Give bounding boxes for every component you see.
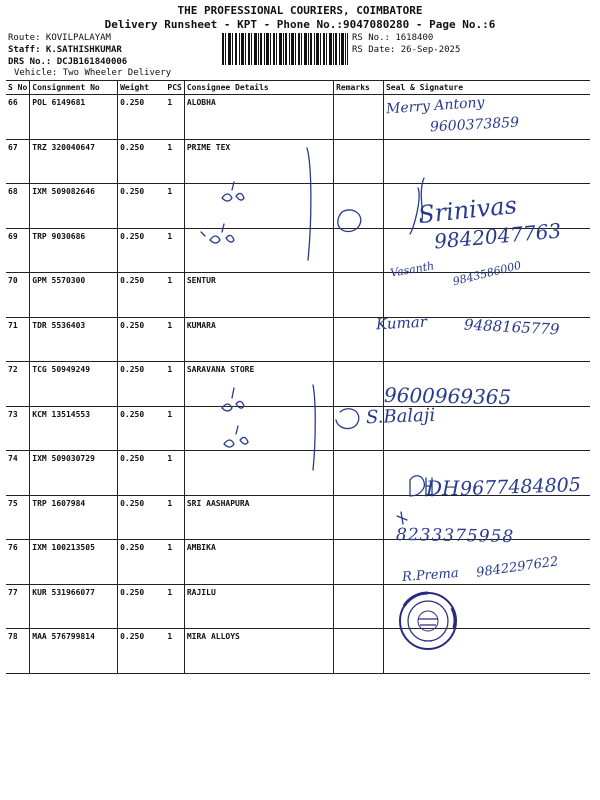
rs-date: RS Date: 26-Sep-2025 bbox=[352, 45, 461, 55]
cell-sno: 77 bbox=[6, 584, 30, 629]
cell-sno: 68 bbox=[6, 184, 30, 229]
cell-pcs: 1 bbox=[165, 273, 184, 318]
cell-weight: 0.250 bbox=[118, 317, 166, 362]
cell-consignee: SRI AASHAPURA bbox=[184, 495, 333, 540]
scribble-mark bbox=[201, 224, 234, 243]
col-consignee: Consignee Details bbox=[184, 81, 333, 95]
cell-consignment: KUR 531966077 bbox=[30, 584, 118, 629]
handwritten-phone: 8233375958 bbox=[395, 524, 515, 548]
cell-sno: 75 bbox=[6, 495, 30, 540]
cell-consignment: TDR 5536403 bbox=[30, 317, 118, 362]
signature-stroke bbox=[397, 512, 407, 524]
handwritten-signature: Srinivas bbox=[416, 190, 519, 230]
cell-pcs: 1 bbox=[165, 362, 184, 407]
scribble-mark bbox=[222, 182, 244, 201]
cell-consignment: IXM 509082646 bbox=[30, 184, 118, 229]
cell-weight: 0.250 bbox=[118, 228, 166, 273]
handwritten-phone: 9600373859 bbox=[429, 114, 520, 136]
col-seal-signature: Seal & Signature bbox=[383, 81, 590, 95]
col-remarks: Remarks bbox=[334, 81, 384, 95]
circle-mark bbox=[338, 210, 361, 232]
handwritten-name: R.Prema bbox=[401, 566, 460, 585]
cell-sno: 67 bbox=[6, 139, 30, 184]
handwritten-name: Vasanth bbox=[389, 259, 436, 280]
cell-consignee: RAJILU bbox=[184, 584, 333, 629]
rs-number: RS No.: 1618400 bbox=[352, 33, 434, 43]
cell-pcs: 1 bbox=[165, 584, 184, 629]
circle-mark bbox=[336, 409, 359, 429]
col-weight: Weight bbox=[118, 81, 166, 95]
cell-consignment: POL 6149681 bbox=[30, 95, 118, 140]
cell-pcs: 1 bbox=[165, 228, 184, 273]
handwritten-phone: 9677484805 bbox=[459, 473, 582, 501]
cell-pcs: 1 bbox=[165, 139, 184, 184]
cell-consignee: ALOBHA bbox=[184, 95, 333, 140]
handwritten-phone: 9843586000 bbox=[451, 258, 523, 289]
handwritten-phone: 9842297622 bbox=[475, 554, 560, 581]
handwritten-name: S.Balaji bbox=[365, 404, 436, 429]
cell-sno: 74 bbox=[6, 451, 30, 496]
cell-weight: 0.250 bbox=[118, 406, 166, 451]
drs-number: DRS No.: DCJB161840006 bbox=[8, 57, 128, 67]
col-sno: S No bbox=[6, 81, 30, 95]
handwritten-initials: DH bbox=[426, 476, 460, 500]
cell-weight: 0.250 bbox=[118, 273, 166, 318]
bracket-mark bbox=[313, 385, 315, 470]
runsheet-subtitle: Delivery Runsheet - KPT - Phone No.:9047080280 - Page No.:6 bbox=[104, 18, 496, 31]
cell-weight: 0.250 bbox=[118, 495, 166, 540]
vehicle-label: Vehicle: Two Wheeler Delivery bbox=[14, 68, 172, 78]
cell-consignment: TCG 50949249 bbox=[30, 362, 118, 407]
cell-consignment: GPM 5570300 bbox=[30, 273, 118, 318]
staff-label: Staff: K.SATHISHKUMAR bbox=[8, 45, 122, 55]
cell-consignment: TRP 1607984 bbox=[30, 495, 118, 540]
seal-stamp bbox=[400, 593, 456, 649]
cell-pcs: 1 bbox=[165, 540, 184, 585]
cell-pcs: 1 bbox=[165, 629, 184, 674]
cell-weight: 0.250 bbox=[118, 629, 166, 674]
cell-weight: 0.250 bbox=[118, 451, 166, 496]
cell-weight: 0.250 bbox=[118, 184, 166, 229]
cell-consignment: KCM 13514553 bbox=[30, 406, 118, 451]
cell-sno: 72 bbox=[6, 362, 30, 407]
col-consignment: Consignment No bbox=[30, 81, 118, 95]
cell-pcs: 1 bbox=[165, 495, 184, 540]
handwritten-phone: 9842047763 bbox=[433, 218, 563, 254]
cell-sno: 71 bbox=[6, 317, 30, 362]
cell-pcs: 1 bbox=[165, 95, 184, 140]
cell-weight: 0.250 bbox=[118, 139, 166, 184]
cell-consignee: AMBIKA bbox=[184, 540, 333, 585]
handwritten-phone: 9600969365 bbox=[383, 382, 512, 410]
cell-sno: 73 bbox=[6, 406, 30, 451]
cell-pcs: 1 bbox=[165, 184, 184, 229]
cell-consignment: IXM 100213505 bbox=[30, 540, 118, 585]
cell-consignee: KUMARA bbox=[184, 317, 333, 362]
handwritten-name: Kumar bbox=[375, 312, 428, 334]
cell-weight: 0.250 bbox=[118, 362, 166, 407]
scribble-mark bbox=[222, 388, 244, 411]
scribble-mark bbox=[224, 426, 248, 447]
cell-sno: 76 bbox=[6, 540, 30, 585]
cell-sno: 70 bbox=[6, 273, 30, 318]
cell-weight: 0.250 bbox=[118, 540, 166, 585]
bracket-mark bbox=[307, 148, 311, 260]
cell-pcs: 1 bbox=[165, 451, 184, 496]
cell-consignee: SENTUR bbox=[184, 273, 333, 318]
cell-consignee: SARAVANA STORE bbox=[184, 362, 333, 407]
cell-consignee: MIRA ALLOYS bbox=[184, 629, 333, 674]
company-title: THE PROFESSIONAL COURIERS, COIMBATORE bbox=[177, 4, 423, 17]
cell-consignment: IXM 509030729 bbox=[30, 451, 118, 496]
cell-sno: 78 bbox=[6, 629, 30, 674]
handwritten-phone: 9488165779 bbox=[463, 315, 560, 339]
cell-pcs: 1 bbox=[165, 406, 184, 451]
cell-consignee: PRIME TEX bbox=[184, 139, 333, 184]
cell-consignment: TRP 9030686 bbox=[30, 228, 118, 273]
cell-consignment: MAA 576799814 bbox=[30, 629, 118, 674]
cell-sno: 66 bbox=[6, 95, 30, 140]
cell-pcs: 1 bbox=[165, 317, 184, 362]
cell-weight: 0.250 bbox=[118, 584, 166, 629]
cell-consignment: TRZ 320040647 bbox=[30, 139, 118, 184]
cell-weight: 0.250 bbox=[118, 95, 166, 140]
handwritten-name: Merry Antony bbox=[385, 94, 485, 118]
col-pcs: PCS bbox=[165, 81, 184, 95]
route-label: Route: KOVILPALAYAM bbox=[8, 33, 111, 43]
cell-sno: 69 bbox=[6, 228, 30, 273]
